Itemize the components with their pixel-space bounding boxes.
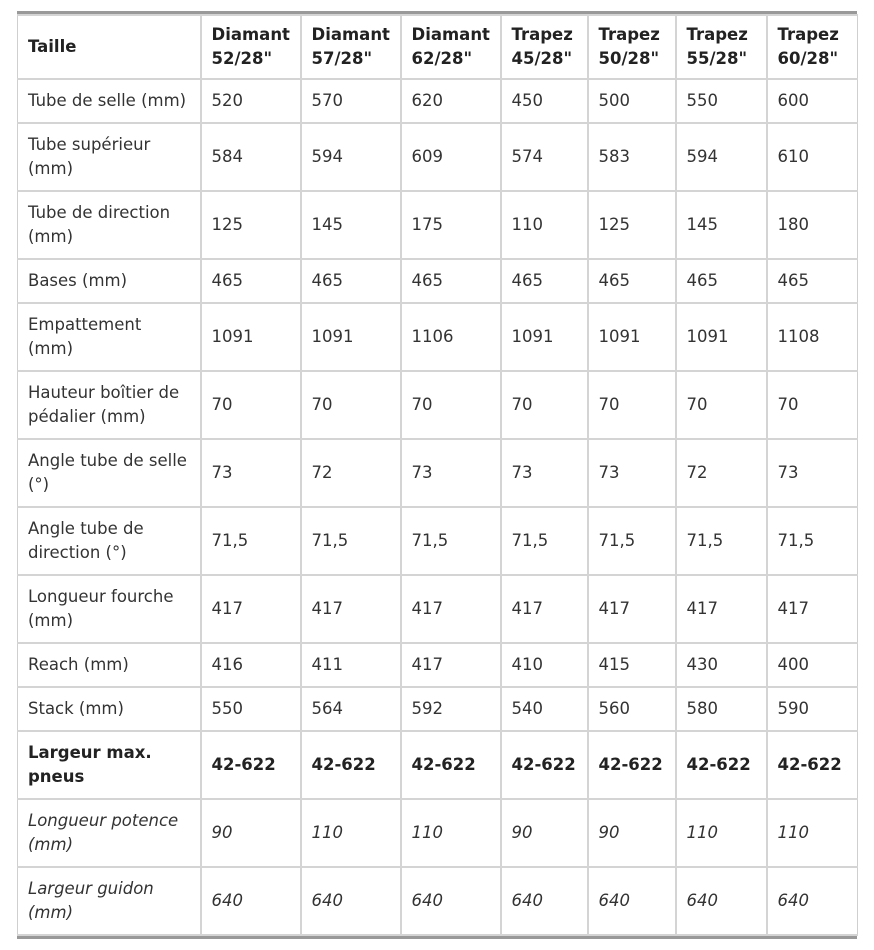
table-row [18, 79, 858, 123]
table-cell: 145 [676, 191, 767, 259]
table-cell: 42-622 [588, 731, 676, 799]
table-cell: 110 [401, 799, 501, 867]
table-cell: 72 [676, 439, 767, 507]
table-cell: 417 [201, 575, 301, 643]
table-cell: 42-622 [676, 731, 767, 799]
table-cell: 594 [676, 123, 767, 191]
table-row [18, 439, 858, 507]
table-cell: 71,5 [676, 507, 767, 575]
table-cell: 90 [201, 799, 301, 867]
table-cell: 73 [401, 439, 501, 507]
table-cell: 71,5 [401, 507, 501, 575]
table-cell: 640 [401, 867, 501, 935]
table-cell: 73 [588, 439, 676, 507]
table-cell: 71,5 [588, 507, 676, 575]
table-cell: 417 [588, 575, 676, 643]
table-cell: 90 [588, 799, 676, 867]
table-row [18, 799, 858, 867]
table-row [18, 867, 858, 935]
table-cell: 1106 [401, 303, 501, 371]
header-cell-trapez-55: Trapez 55/28" [676, 15, 767, 79]
table-cell: 42-622 [301, 731, 401, 799]
table-cell: 465 [588, 259, 676, 303]
table-cell: 400 [767, 643, 858, 687]
row-label: Longueur potence (mm) [18, 799, 201, 867]
table-row [18, 575, 858, 643]
table-cell: 70 [301, 371, 401, 439]
table-cell: 417 [401, 575, 501, 643]
table-row [18, 731, 858, 799]
table-cell: 416 [201, 643, 301, 687]
row-label: Angle tube de direction (°) [18, 507, 201, 575]
table-cell: 145 [301, 191, 401, 259]
table-cell: 520 [201, 79, 301, 123]
table-cell: 42-622 [501, 731, 588, 799]
table-cell: 72 [301, 439, 401, 507]
table-cell: 70 [588, 371, 676, 439]
table-cell: 417 [501, 575, 588, 643]
table-cell: 1091 [201, 303, 301, 371]
table-cell: 590 [767, 687, 858, 731]
table-cell: 550 [676, 79, 767, 123]
row-label: Tube supérieur (mm) [18, 123, 201, 191]
table-cell: 640 [201, 867, 301, 935]
table-cell: 180 [767, 191, 858, 259]
table-cell: 417 [401, 643, 501, 687]
row-label: Tube de selle (mm) [18, 79, 201, 123]
table-cell: 417 [676, 575, 767, 643]
table-cell: 110 [301, 799, 401, 867]
table-cell: 640 [301, 867, 401, 935]
table-cell: 540 [501, 687, 588, 731]
table-cell: 110 [501, 191, 588, 259]
table-cell: 560 [588, 687, 676, 731]
table-cell: 620 [401, 79, 501, 123]
table-cell: 411 [301, 643, 401, 687]
table-row [18, 643, 858, 687]
table-cell: 70 [676, 371, 767, 439]
table-cell: 73 [501, 439, 588, 507]
table-cell: 175 [401, 191, 501, 259]
table-cell: 415 [588, 643, 676, 687]
row-label: Largeur guidon (mm) [18, 867, 201, 935]
table-cell: 580 [676, 687, 767, 731]
table-cell: 600 [767, 79, 858, 123]
table-cell: 465 [301, 259, 401, 303]
table-cell: 594 [301, 123, 401, 191]
table-cell: 610 [767, 123, 858, 191]
table-cell: 110 [676, 799, 767, 867]
table-cell: 42-622 [201, 731, 301, 799]
table-cell: 90 [501, 799, 588, 867]
table-cell: 1091 [676, 303, 767, 371]
row-label: Reach (mm) [18, 643, 201, 687]
table-cell: 584 [201, 123, 301, 191]
header-cell-trapez-50: Trapez 50/28" [588, 15, 676, 79]
table-cell: 574 [501, 123, 588, 191]
table-cell: 70 [767, 371, 858, 439]
header-cell-size: Taille [18, 15, 201, 79]
table-row [18, 303, 858, 371]
table-cell: 71,5 [501, 507, 588, 575]
row-label: Hauteur boîtier de pédalier (mm) [18, 371, 201, 439]
row-label: Stack (mm) [18, 687, 201, 731]
row-label: Longueur fourche (mm) [18, 575, 201, 643]
table-row [18, 259, 858, 303]
table-row [18, 687, 858, 731]
table-cell: 70 [201, 371, 301, 439]
table-cell: 70 [401, 371, 501, 439]
table-cell: 465 [767, 259, 858, 303]
table-cell: 125 [201, 191, 301, 259]
table-cell: 564 [301, 687, 401, 731]
header-cell-trapez-45: Trapez 45/28" [501, 15, 588, 79]
table-cell: 73 [767, 439, 858, 507]
table-cell: 583 [588, 123, 676, 191]
header-cell-diamant-57: Diamant 57/28" [301, 15, 401, 79]
row-label: Angle tube de selle (°) [18, 439, 201, 507]
table-cell: 110 [767, 799, 858, 867]
table-cell: 1108 [767, 303, 858, 371]
table-row [18, 371, 858, 439]
table-cell: 70 [501, 371, 588, 439]
table-cell: 465 [501, 259, 588, 303]
table-row [18, 191, 858, 259]
table-cell: 71,5 [767, 507, 858, 575]
table-cell: 592 [401, 687, 501, 731]
table-cell: 550 [201, 687, 301, 731]
table-cell: 640 [501, 867, 588, 935]
table-cell: 609 [401, 123, 501, 191]
table-cell: 640 [767, 867, 858, 935]
header-cell-diamant-52: Diamant 52/28" [201, 15, 301, 79]
table-cell: 1091 [501, 303, 588, 371]
table-cell: 42-622 [401, 731, 501, 799]
header-row [18, 15, 858, 79]
table-cell: 71,5 [301, 507, 401, 575]
table-cell: 500 [588, 79, 676, 123]
row-label: Bases (mm) [18, 259, 201, 303]
header-cell-diamant-62: Diamant 62/28" [401, 15, 501, 79]
table-cell: 640 [676, 867, 767, 935]
table-cell: 465 [201, 259, 301, 303]
table-cell: 1091 [588, 303, 676, 371]
row-label: Largeur max. pneus [18, 731, 201, 799]
table-cell: 417 [301, 575, 401, 643]
table-cell: 73 [201, 439, 301, 507]
table-cell: 465 [676, 259, 767, 303]
row-label: Empattement (mm) [18, 303, 201, 371]
table-cell: 465 [401, 259, 501, 303]
table-cell: 42-622 [767, 731, 858, 799]
table-cell: 640 [588, 867, 676, 935]
table-cell: 1091 [301, 303, 401, 371]
row-label: Tube de direction (mm) [18, 191, 201, 259]
table-cell: 125 [588, 191, 676, 259]
table-cell: 430 [676, 643, 767, 687]
table-row [18, 123, 858, 191]
header-cell-trapez-60: Trapez 60/28" [767, 15, 858, 79]
geometry-table [17, 14, 858, 936]
table-cell: 71,5 [201, 507, 301, 575]
table-cell: 417 [767, 575, 858, 643]
table-cell: 410 [501, 643, 588, 687]
table-row [18, 507, 858, 575]
table-cell: 570 [301, 79, 401, 123]
table-cell: 450 [501, 79, 588, 123]
